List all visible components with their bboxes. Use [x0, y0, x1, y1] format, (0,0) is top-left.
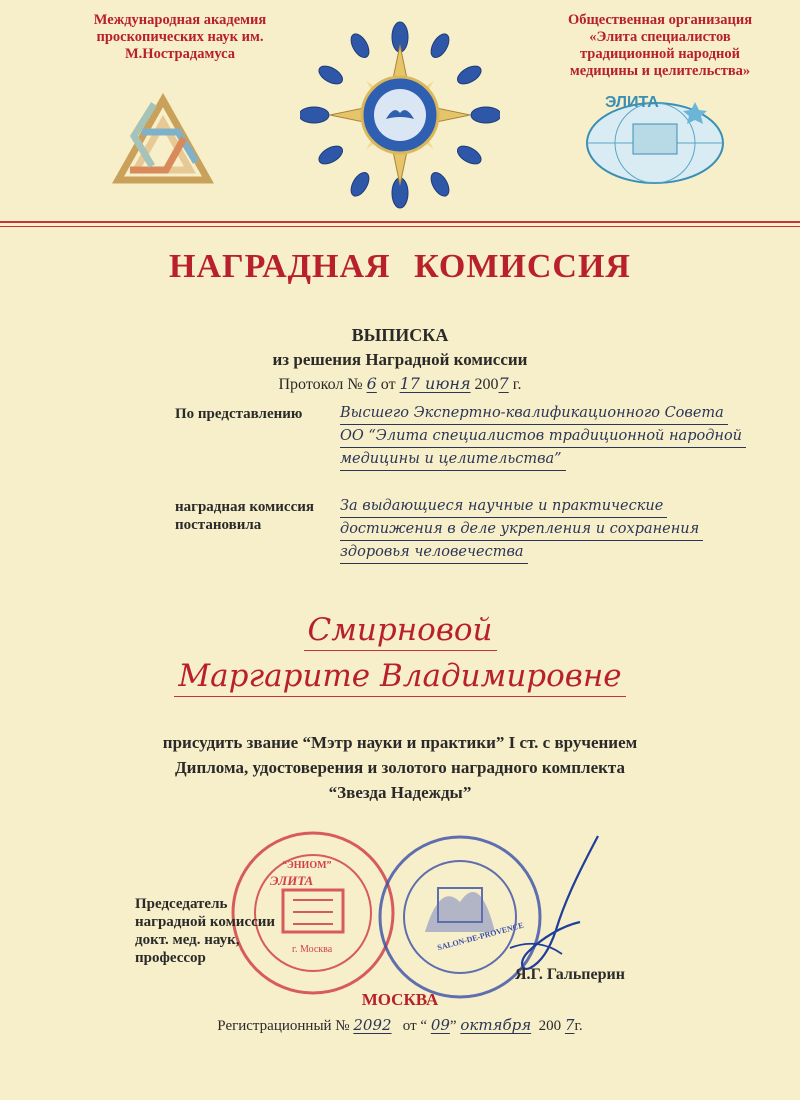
header-divider-thin: [0, 226, 800, 227]
protocol-line: Протокол № 6 от 17 июня 2007 г.: [278, 374, 522, 393]
header-divider: [0, 221, 800, 223]
document-subheading: из решения Наградной комиссии: [272, 350, 528, 369]
page-title: НАГРАДНАЯ КОМИССИЯ: [169, 248, 631, 285]
recipient-given-name: Маргарите Владимировне: [0, 658, 800, 697]
signature-icon: [470, 830, 620, 980]
registration-number: 2092: [353, 1016, 392, 1034]
right-organization-name: Общественная организация «Элита специалистов традиционной народной медицины и целительства»: [567, 12, 753, 79]
submission-label: По представлению: [175, 406, 303, 422]
elita-logo: [575, 88, 745, 188]
star-medal-icon: [300, 20, 500, 210]
signatory-title: Председатель наградной комиссии докт. мед. наук, профессор: [135, 896, 276, 966]
decision-label: наградная комиссия постановила: [175, 499, 314, 533]
registration-month: октября: [460, 1016, 532, 1034]
recipient-surname: Смирновой: [0, 612, 800, 651]
submission-value: Высшего Экспертно-квалификационного Совета ОО “Элита специалистов традиционной народной медицины и целительства”: [340, 402, 730, 471]
red-stamp-top-text: “ЭНИОМ”: [282, 860, 332, 871]
document-heading: ВЫПИСКА: [351, 325, 449, 345]
blue-stamp-text: SALON-DE-PROVENCE: [436, 920, 525, 953]
globe-icon: [575, 88, 745, 188]
academy-logo-icon: [108, 92, 218, 192]
award-text: присудить звание “Мэтр науки и практики” I ст. с вручением Диплома, удостоверения и золотого наградного комплекта “Звезда Надежды”: [162, 733, 638, 802]
red-stamp-mid-text: ЭЛИТА: [270, 873, 314, 888]
registration-line: Регистрационный № 2092 от “ 09” октября 200 7г.: [217, 1016, 583, 1034]
signatory-name: Я.Г. Гальперин: [515, 966, 625, 983]
protocol-date: 17 июня: [399, 374, 471, 393]
protocol-number: 6: [366, 374, 377, 393]
red-stamp-city-text: г. Москва: [292, 944, 333, 955]
city-name: МОСКВА: [361, 990, 439, 1009]
left-organization-name: Международная академия проскопических наук им. М.Нострадамуса: [93, 12, 267, 62]
decision-value: За выдающиеся научные и практические достижения в деле укрепления и сохранения здоровья человечества: [340, 495, 730, 564]
elita-logo-text: ЭЛИТА: [605, 94, 659, 111]
